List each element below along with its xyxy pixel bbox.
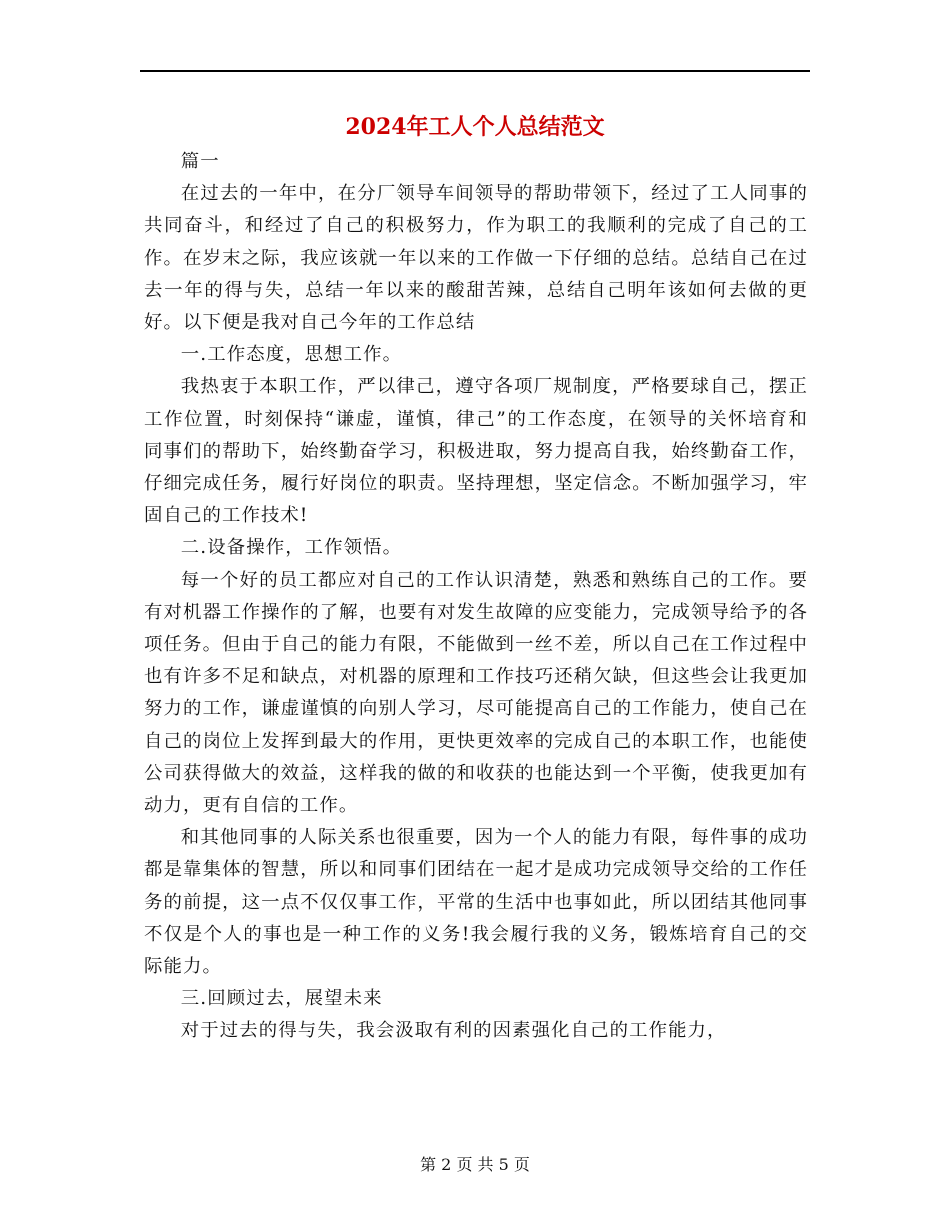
paragraph-relationships: 和其他同事的人际关系也很重要，因为一个人的能力有限，每件事的成功都是靠集体的智慧，所以和同事们团结在一起才是成功完成领导交给的工作任务的前提，这一点不仅仅事工作，平常的生活中也事如此，所以团结其他同事不仅是个人的事也是一种工作的义务!我会履行我的义务，锻炼培育自己的交际能力。 [144, 827, 808, 978]
paragraph-equipment: 每一个好的员工都应对自己的工作认识清楚，熟悉和熟练自己的工作。要有对机器工作操作的了解，也要有对发生故障的应变能力，完成领导给予的各项任务。但由于自己的能力有限，不能做到一丝不差，所以自己在工作过程中也有许多不足和缺点，对机器的原理和工作技巧还稍欠缺，但这些会让我更加努力的工作，谦虚谨慎的向别人学习，尽可能提高自己的工作能力，使自己在自己的岗位上发挥到最大的作用，更快更效率的完成自己的本职工作，也能使公司获得做大的效益，这样我的做的和收获的也能达到一个平衡，使我更加有动力，更有自信的工作。 [144, 569, 808, 817]
page-number: 第 2 页 共 5 页 [420, 1155, 530, 1174]
header-rule [140, 70, 810, 72]
section-heading-1: 一.工作态度，思想工作。 [180, 344, 403, 366]
intro-paragraph: 在过去的一年中，在分厂领导车间领导的帮助带领下，经过了工人同事的共同奋斗，和经过了自己的积极努力，作为职工的我顺利的完成了自己的工作。在岁末之际，我应该就一年以来的工作做一下仔细的总结。总结自己在过去一年的得与失，总结一年以来的酸甜苦辣，总结自己明年该如何去做的更好。以下便是我对自己今年的工作总结 [144, 183, 808, 334]
document-title: 2024年工人个人总结范文 [345, 114, 605, 140]
paragraph-review: 对于过去的得与失，我会汲取有利的因素强化自己的工作能力， [180, 1020, 727, 1042]
section-heading-3: 三.回顾过去，展望未来 [180, 988, 383, 1010]
document-body [144, 146, 808, 1048]
paragraph-attitude: 我热衷于本职工作，严以律己，遵守各项厂规制度，严格要球自己，摆正工作位置，时刻保持“谦虚，谨慎，律己”的工作态度，在领导的关怀培育和同事们的帮助下，始终勤奋学习，积极进取，努力提高自我，始终勤奋工作，仔细完成任务，履行好岗位的职责。坚持理想，坚定信念。不断加强学习，牢固自己的工作技术! [144, 376, 808, 527]
section-heading-2: 二.设备操作，工作领悟。 [180, 537, 403, 559]
section-label: 篇一 [180, 151, 220, 172]
